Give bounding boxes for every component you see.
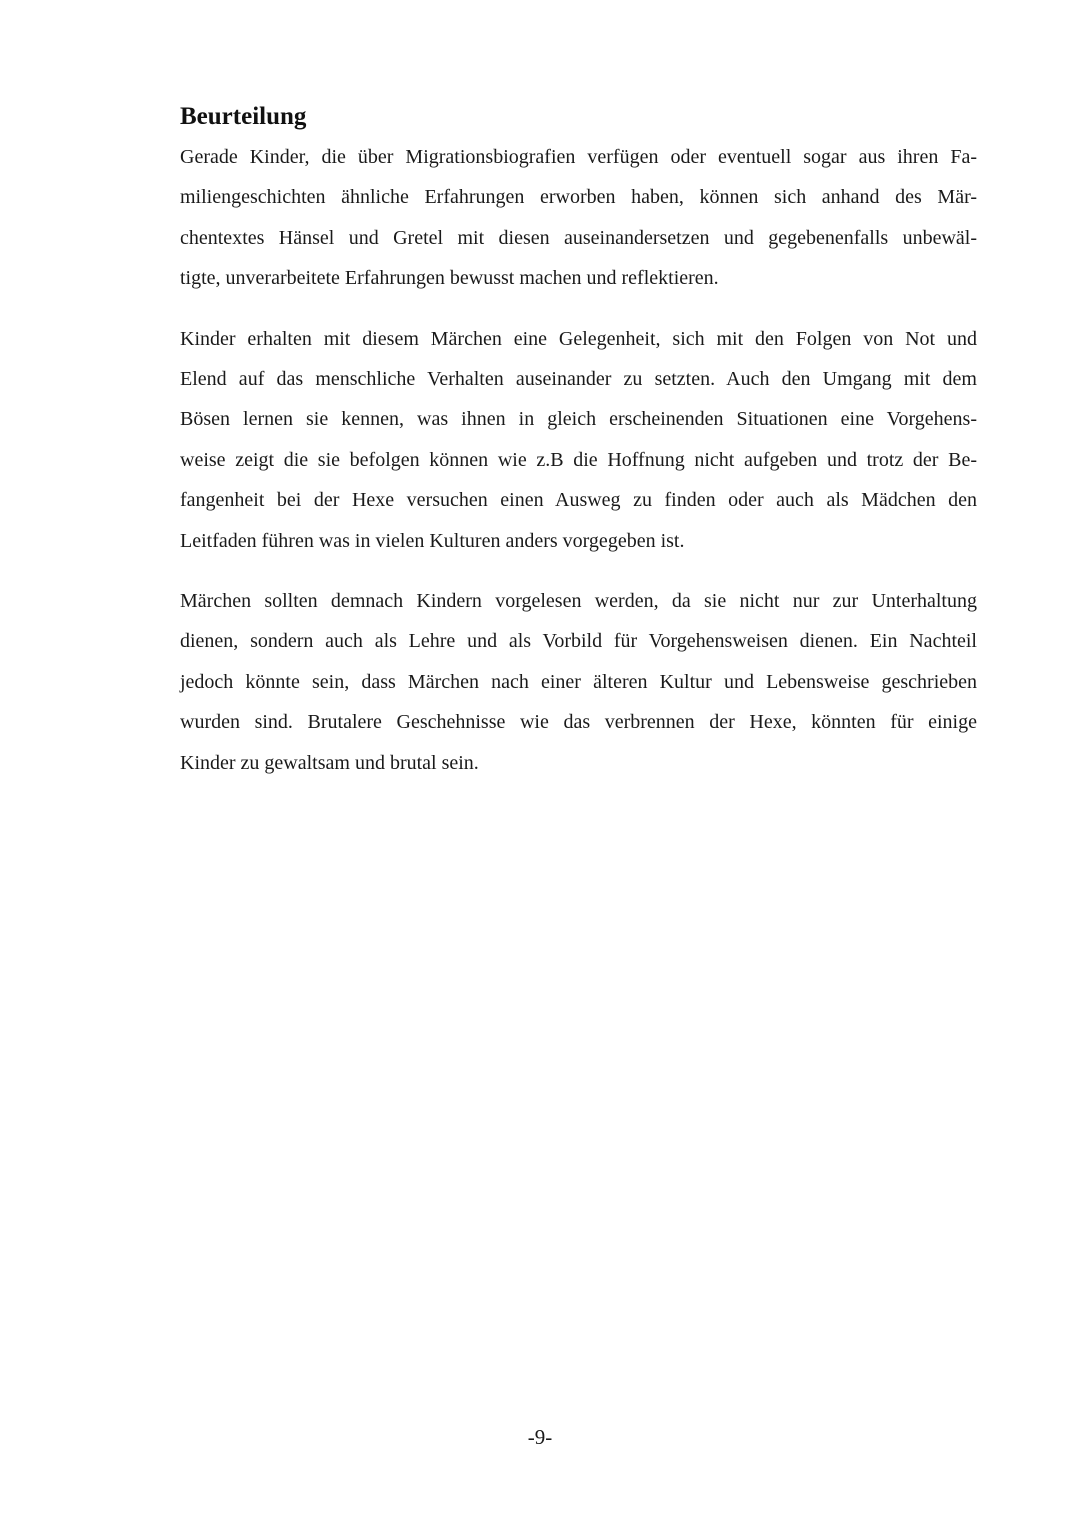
text-line: wurden sind. Brutalere Geschehnisse wie das verbrennen der Hexe, könnten für einige — [180, 711, 977, 734]
text-line: Elend auf das menschliche Verhalten auseinander zu setzten. Auch den Umgang mit dem — [180, 368, 977, 391]
paragraph-1 — [180, 137, 977, 299]
paragraph-2 — [180, 319, 977, 561]
text-line: Bösen lernen sie kennen, was ihnen in gleich erscheinenden Situationen eine Vorgehens- — [180, 408, 977, 431]
text-line: Leitfaden führen was in vielen Kulturen anders vorgegeben ist. — [180, 529, 685, 552]
text-line: weise zeigt die sie befolgen können wie z.B die Hoffnung nicht aufgeben und trotz der Be- — [180, 448, 977, 471]
page-content — [180, 100, 977, 803]
text-line: miliengeschichten ähnliche Erfahrungen erworben haben, können sich anhand des Mär- — [180, 186, 977, 209]
text-line: Kinder erhalten mit diesem Märchen eine Gelegenheit, sich mit den Folgen von Not und — [180, 327, 977, 350]
section-heading: Beurteilung — [180, 103, 307, 130]
text-line: Märchen sollten demnach Kindern vorgelesen werden, da sie nicht nur zur Unterhaltung — [180, 590, 977, 613]
page-number: -9- — [527, 1425, 553, 1449]
text-line: jedoch könnte sein, dass Märchen nach einer älteren Kultur und Lebensweise geschrieben — [180, 670, 977, 693]
text-line: tigte, unverarbeitete Erfahrungen bewusst machen und reflektieren. — [180, 267, 719, 290]
text-line: dienen, sondern auch als Lehre und als Vorbild für Vorgehensweisen dienen. Ein Nachteil — [180, 630, 977, 653]
text-line: fangenheit bei der Hexe versuchen einen Ausweg zu finden oder auch als Mädchen den — [180, 489, 977, 512]
text-line: chentextes Hänsel und Gretel mit diesen auseinandersetzen und gegebenenfalls unbewäl- — [180, 226, 977, 249]
text-line: Kinder zu gewaltsam und brutal sein. — [180, 751, 479, 774]
paragraph-3 — [180, 581, 977, 783]
text-line: Gerade Kinder, die über Migrationsbiografien verfügen oder eventuell sogar aus ihren Fa- — [180, 146, 977, 168]
